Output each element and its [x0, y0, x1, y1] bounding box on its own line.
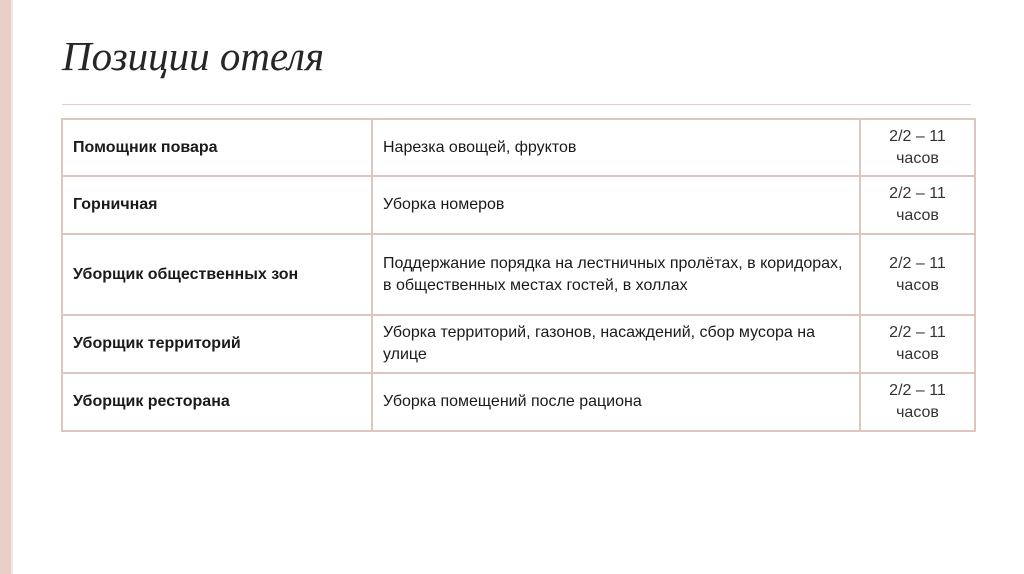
slide-accent-bar-edge: [11, 0, 13, 574]
schedule-cell: 2/2 – 11 часов: [860, 373, 975, 431]
position-cell: Уборщик ресторана: [62, 373, 372, 431]
position-cell: Уборщик территорий: [62, 315, 372, 373]
position-cell: Помощник повара: [62, 119, 372, 176]
table-row: [62, 373, 975, 431]
position-cell: Горничная: [62, 176, 372, 234]
schedule-cell: 2/2 – 11 часов: [860, 119, 975, 176]
table-row: [62, 315, 975, 373]
schedule-cell: 2/2 – 11 часов: [860, 234, 975, 315]
duties-cell: Уборка номеров: [372, 176, 860, 234]
positions-table: [61, 118, 976, 432]
position-cell: Уборщик общественных зон: [62, 234, 372, 315]
table-row: [62, 119, 975, 176]
duties-cell: Поддержание порядка на лестничных пролётах, в коридорах, в общественных местах гостей, в холлах: [372, 234, 860, 315]
duties-cell: Нарезка овощей, фруктов: [372, 119, 860, 176]
page-title: Позиции отеля: [62, 33, 325, 79]
duties-cell: Уборка территорий, газонов, насаждений, сбор мусора на улице: [372, 315, 860, 373]
duties-cell: Уборка помещений после рациона: [372, 373, 860, 431]
title-divider: [62, 104, 971, 105]
table-row: [62, 234, 975, 315]
schedule-cell: 2/2 – 11 часов: [860, 315, 975, 373]
slide-accent-bar: [0, 0, 11, 574]
schedule-cell: 2/2 – 11 часов: [860, 176, 975, 234]
table-row: [62, 176, 975, 234]
